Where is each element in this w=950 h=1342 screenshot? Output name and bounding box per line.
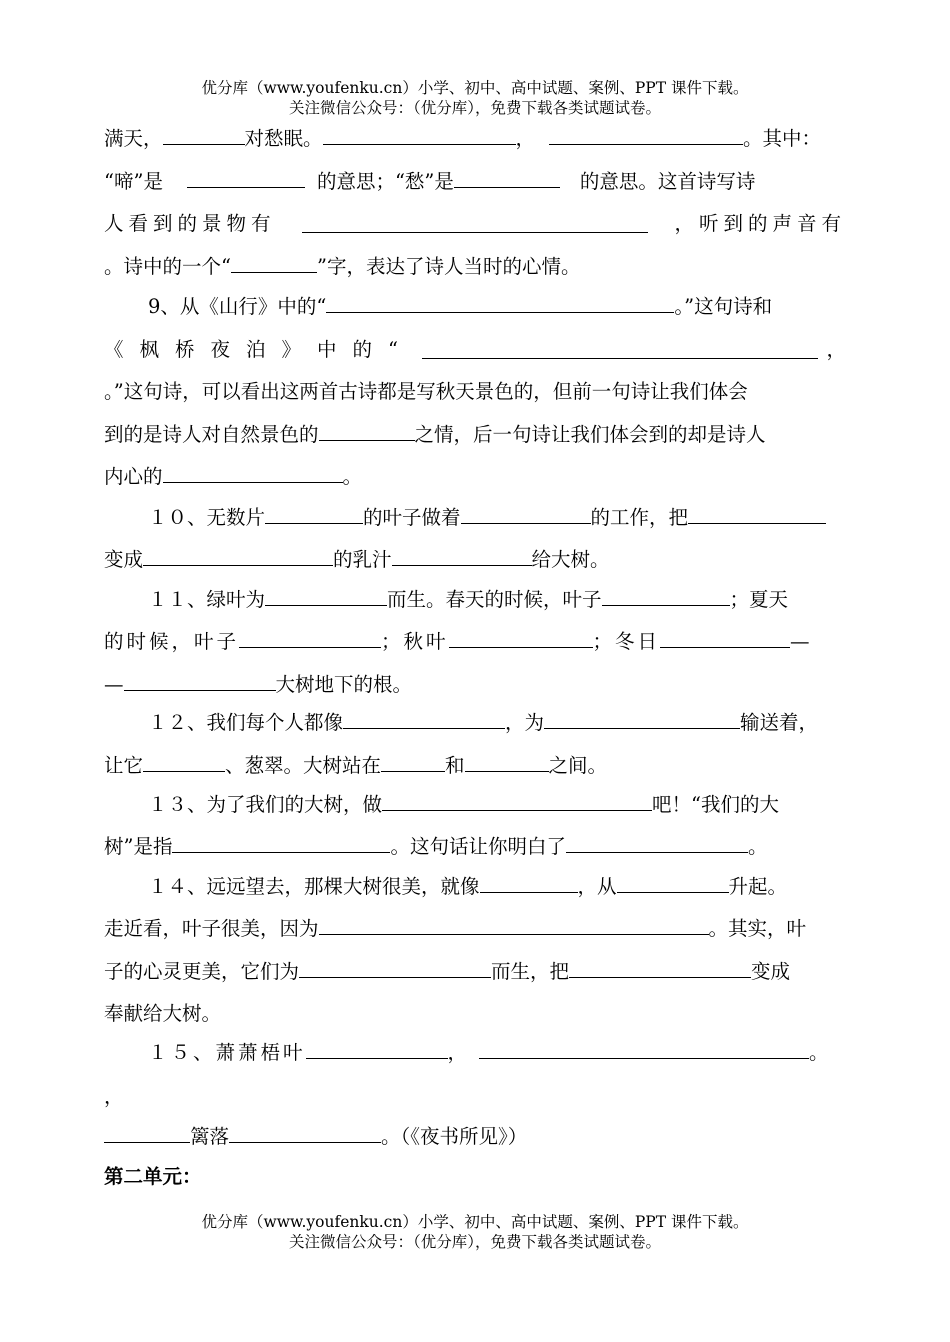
q14-line-1: １４、远远望去，那棵大树很美，就像 ，从 升起。 (148, 872, 787, 902)
blank[interactable] (124, 670, 276, 691)
blank[interactable] (688, 503, 826, 524)
footer-line-2: 关注微信公众号：（优分库），免费下载各类试题试卷。 (288, 1233, 661, 1251)
blank[interactable] (479, 1038, 809, 1059)
q9-line-3: 。”这句诗，可以看出这两首古诗都是写秋天景色的，但前一句诗让我们体会 (104, 380, 748, 403)
blank[interactable] (422, 338, 818, 359)
blank[interactable] (566, 832, 748, 853)
blank[interactable] (306, 1038, 448, 1059)
blank[interactable] (569, 957, 751, 978)
blank[interactable] (461, 503, 591, 524)
q8-line-1: 满天， 对愁眠。 ， 。其中： (104, 124, 821, 154)
q8-line-4: 。诗中的一个“ ”字，表达了诗人当时的心情。 (104, 252, 580, 282)
blank[interactable] (265, 503, 363, 524)
blank[interactable] (302, 212, 648, 233)
blank[interactable] (381, 751, 445, 772)
blank[interactable] (172, 832, 390, 853)
blank[interactable] (299, 957, 491, 978)
blank[interactable] (326, 292, 674, 313)
q14-line-2: 走近看，叶子很美，因为 。其实，叶 (104, 914, 806, 944)
q9-line-1: 9、从《山行》中的“ 。”这句诗和 (148, 292, 772, 322)
q11-line-2: 的时候，叶子 ；秋叶 ；冬日 — (104, 627, 810, 657)
header-line-2: 关注微信公众号：（优分库），免费下载各类试题试卷。 (288, 99, 661, 117)
q8-line-2: “啼”是 的意思；“愁”是 的意思。这首诗写诗 (104, 167, 755, 197)
blank[interactable] (549, 124, 743, 145)
q14-line-3: 子的心灵更美，它们为 而生，把 变成 (104, 957, 790, 987)
q15-line-2: ， (104, 1085, 124, 1108)
blank[interactable] (602, 585, 730, 606)
blank[interactable] (143, 545, 333, 566)
q12-line-2: 让它 、葱翠。大树站在 和 之间。 (104, 751, 607, 781)
blank[interactable] (660, 627, 790, 648)
blank[interactable] (239, 627, 381, 648)
q13-line-2: 树”是指 。这句话让你明白了 。 (104, 832, 768, 862)
blank[interactable] (617, 872, 729, 893)
blank[interactable] (323, 124, 516, 145)
blank[interactable] (392, 545, 532, 566)
page-header (0, 78, 950, 118)
blank[interactable] (265, 585, 387, 606)
header-line-1: 优分库（www.youfenku.cn）小学、初中、高中试题、案例、PPT 课件下载。 (201, 79, 749, 97)
q13-line-1: １３、为了我们的大树，做 吧！“我们的大 (148, 790, 779, 820)
blank[interactable] (343, 708, 505, 729)
page-footer (0, 1212, 950, 1252)
blank[interactable] (163, 124, 245, 145)
blank[interactable] (163, 462, 343, 483)
q12-line-1: １２、我们每个人都像 ，为 输送着， (148, 708, 818, 738)
blank[interactable] (449, 627, 593, 648)
blank[interactable] (229, 1122, 381, 1143)
blank[interactable] (187, 167, 305, 188)
q8-line-3: 人看到的景物有 ，听到的声音有 (104, 212, 846, 235)
blank[interactable] (143, 751, 225, 772)
q9-line-4: 到的是诗人对自然景色的 之情，后一句诗让我们体会到的却是诗人 (104, 420, 766, 450)
blank[interactable] (480, 872, 578, 893)
q10-line-1: １０、无数片 的叶子做着 的工作，把 (148, 503, 826, 533)
section-title: 第二单元： (104, 1165, 202, 1188)
q15-line-1: １５、萧萧梧叶 ， 。 (148, 1038, 829, 1068)
blank[interactable] (319, 914, 709, 935)
footer-line-1: 优分库（www.youfenku.cn）小学、初中、高中试题、案例、PPT 课件下载。 (201, 1213, 749, 1231)
blank[interactable] (544, 708, 740, 729)
blank[interactable] (382, 790, 652, 811)
blank[interactable] (231, 252, 317, 273)
q9-line-2: 《枫桥夜泊》中的“ ， (104, 338, 846, 361)
q10-line-2: 变成 的乳汁 给大树。 (104, 545, 610, 575)
q9-line-5: 内心的 。 (104, 462, 362, 492)
q15-line-3: 篱落 。（《夜书所见》） (104, 1122, 527, 1152)
blank[interactable] (104, 1122, 190, 1143)
q11-line-3: — 大树地下的根。 (104, 670, 412, 700)
blank[interactable] (454, 167, 560, 188)
blank[interactable] (319, 420, 415, 441)
q14-line-4: 奉献给大树。 (104, 1002, 222, 1025)
q11-line-1: １１、绿叶为 而生。春天的时候，叶子 ；夏天 (148, 585, 788, 615)
blank[interactable] (465, 751, 549, 772)
